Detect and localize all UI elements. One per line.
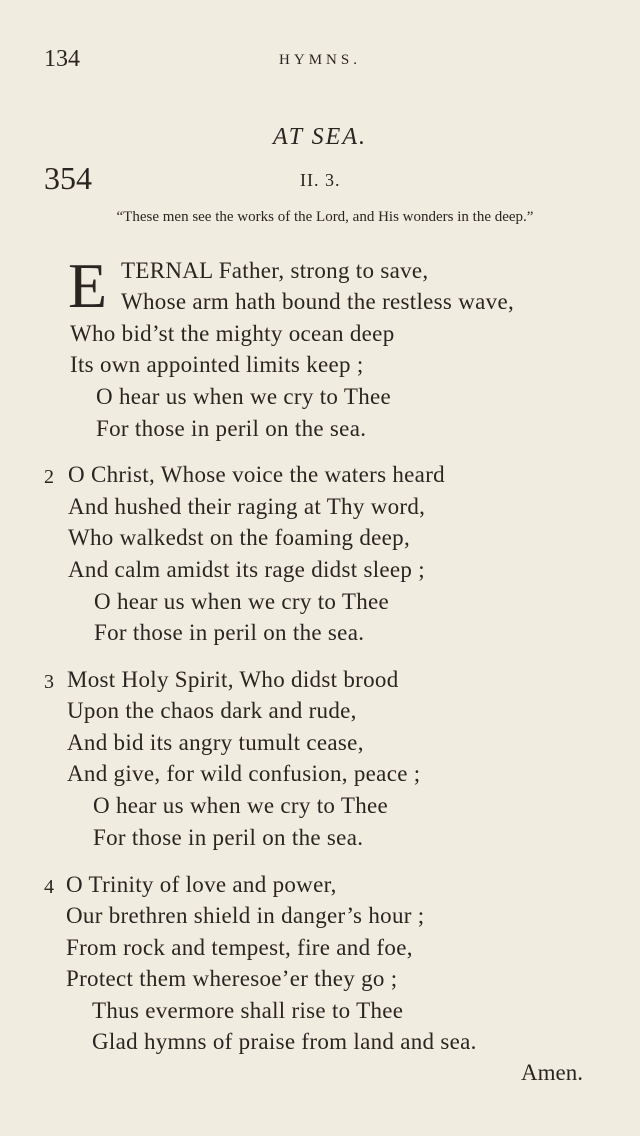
verse-line: Glad hymns of praise from land and sea. [92, 1029, 477, 1054]
verse-line: O hear us when we cry to Thee [94, 589, 390, 614]
verse-number: 2 [44, 466, 54, 488]
verse-line: Protect them wheresoe’er they go ; [66, 966, 398, 991]
verse-number: 3 [44, 671, 54, 693]
hymn-epigraph: “These men see the works of the Lord, and His wonders in the deep.” [116, 209, 534, 225]
verse-line: For those in peril on the sea. [96, 416, 367, 441]
hymn-number: 354 [44, 160, 92, 196]
verse-line: Its own appointed limits keep ; [70, 352, 364, 377]
verse-line: Upon the chaos dark and rude, [67, 698, 357, 723]
verse-line: O Trinity of love and power, [66, 872, 337, 897]
verse-line: Most Holy Spirit, Who didst brood [67, 667, 399, 692]
verse-line: Who walkedst on the foaming deep, [68, 525, 411, 550]
verse-line: O hear us when we cry to Thee [93, 793, 389, 818]
verse-line: O hear us when we cry to Thee [96, 384, 392, 409]
verse-line: And bid its angry tumult cease, [67, 730, 364, 755]
verse-line: TERNAL Father, strong to save, [121, 258, 429, 283]
verse-line: For those in peril on the sea. [93, 825, 364, 850]
page-number: 134 [44, 46, 80, 72]
drop-cap: E [68, 250, 108, 321]
verse-number: 4 [44, 876, 54, 898]
verse-line: O Christ, Whose voice the waters heard [68, 462, 445, 487]
verse-line: And calm amidst its rage didst sleep ; [68, 557, 425, 582]
verse-line: From rock and tempest, fire and foe, [66, 935, 413, 960]
verse-line: And give, for wild confusion, peace ; [67, 761, 421, 786]
verse-line: Whose arm hath bound the restless wave, [121, 289, 515, 314]
verse-line: Our brethren shield in danger’s hour ; [66, 903, 425, 928]
verse-line: And hushed their raging at Thy word, [68, 494, 426, 519]
amen: Amen. [521, 1060, 583, 1085]
verse-line: Thus evermore shall rise to Thee [92, 998, 404, 1023]
verse-line: For those in peril on the sea. [94, 620, 365, 645]
verse-line: Who bid’st the mighty ocean deep [70, 321, 395, 346]
running-head: HYMNS. [279, 52, 361, 68]
hymn-meter: II. 3. [300, 170, 341, 190]
section-title: AT SEA. [272, 124, 367, 150]
